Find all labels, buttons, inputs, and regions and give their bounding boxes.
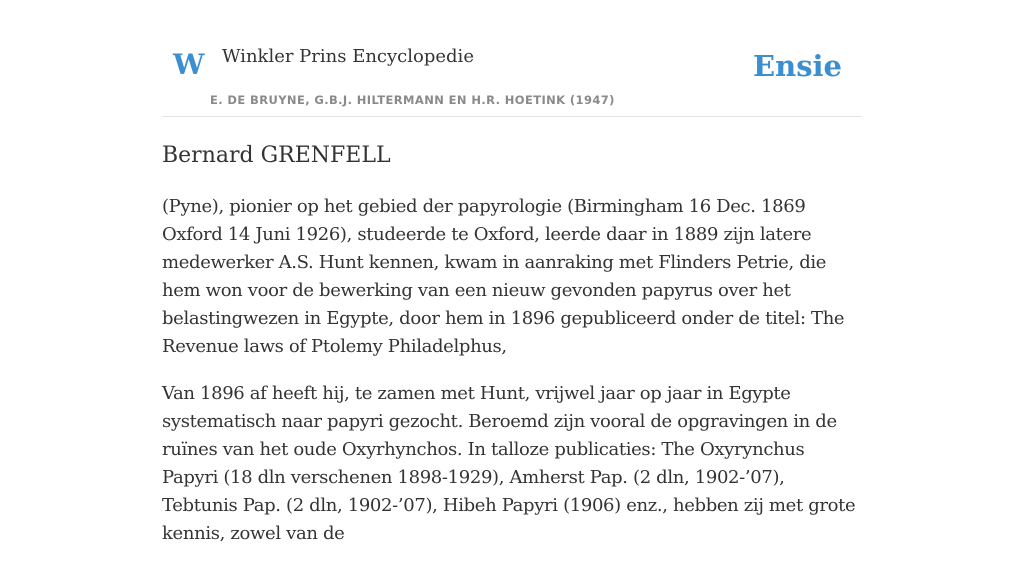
brand-logo[interactable]: Ensie (753, 49, 842, 83)
source-title[interactable]: Winkler Prins Encyclopedie (222, 46, 474, 67)
source-header (162, 0, 862, 117)
article-paragraph: (Pyne), pionier op het gebied der papyrologie (Birmingham 16 Dec. 1869 Oxford 14 Juni 1926), studeerde te Oxford, leerde daar in 1889 zijn latere medewerker A.S. Hunt kennen, kwam in aanraking met Flinders Petrie, die hem won voor de bewerking van een nieuw gevonden papyrus over het belastingwezen in Egypte, door hem in 1896 gepubliceerd onder de titel: The Revenue laws of Ptolemy Philadelphus, (162, 196, 845, 358)
article-body (162, 193, 862, 548)
page (162, 0, 862, 567)
source-authors: E. DE BRUYNE, G.B.J. HILTERMANN EN H.R. HOETINK (1947) (210, 93, 615, 107)
article-title: Bernard GRENFELL (162, 143, 391, 168)
source-logo[interactable]: W (173, 48, 205, 81)
article-paragraph: Van 1896 af heeft hij, te zamen met Hunt, vrijwel jaar op jaar in Egypte systematisch naar papyri gezocht. Beroemd zijn vooral de opgravingen in de ruïnes van het oude Oxyrhynchos. In talloze publicaties: The Oxyrynchus Papyri (18 dln verschenen 1898-1929), Amherst Pap. (2 dln, 1902-’07), Tebtunis Pap. (2 dln, 1902-’07), Hibeh Papyri (1906) enz., hebben zij met grote kennis, zowel van de (162, 383, 856, 545)
article (162, 143, 862, 548)
